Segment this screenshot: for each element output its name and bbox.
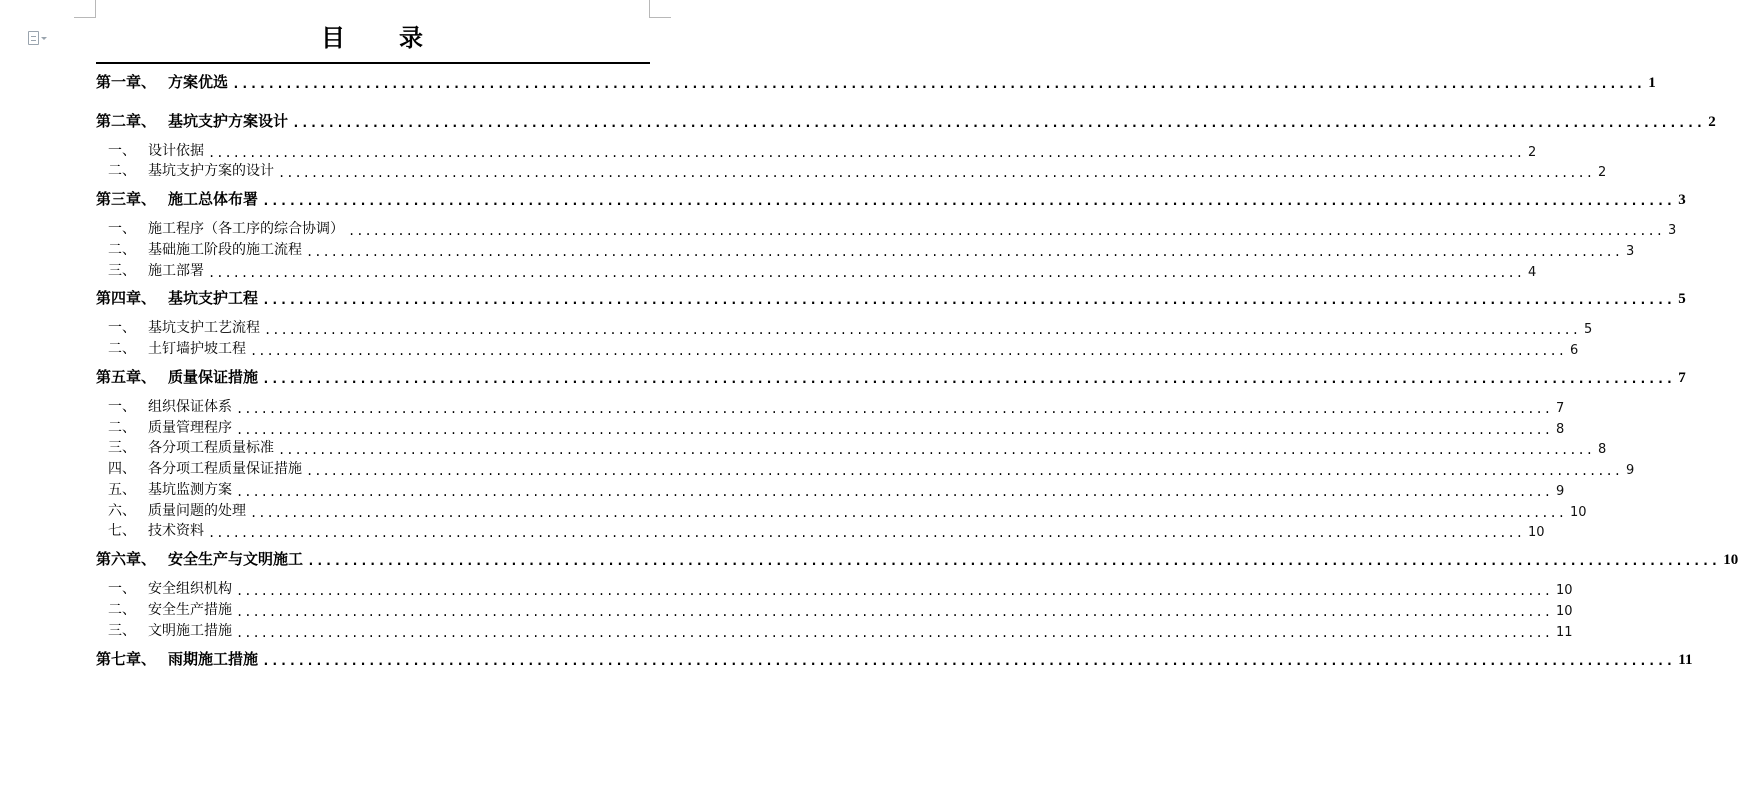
toc-page-number: 8: [1597, 442, 1607, 457]
toc-dot-leader: ................................................................................................................................................................: [262, 293, 1675, 308]
toc-entry-label: 雨期施工措施: [168, 650, 259, 668]
toc-entry-label: 施工部署: [148, 263, 204, 279]
toc-entry-number: 一、: [108, 581, 136, 597]
toc-entry-label: 安全组织机构: [148, 581, 232, 597]
toc-entry-number: 六、: [108, 503, 136, 519]
toc-dot-leader: ................................................................................................................................................................: [306, 464, 1622, 478]
toc-entry-label: 安全生产措施: [148, 602, 232, 618]
toc-entry-number: 五、: [108, 482, 136, 498]
toc-page-number: 11: [1678, 652, 1693, 668]
toc-entry-number: 第三章、: [96, 190, 157, 208]
toc-dot-leader: ................................................................................................................................................................: [208, 526, 1524, 540]
toc-entry-number: 第七章、: [96, 650, 157, 668]
toc-entry-label: 质量管理程序: [148, 420, 232, 436]
caret-down-icon: [41, 37, 47, 40]
toc-section-entry[interactable]: [96, 396, 1565, 416]
toc-entry-label: 各分项工程质量保证措施: [148, 461, 302, 477]
toc-chapter-entry[interactable]: [96, 288, 1686, 308]
page-icon: [28, 31, 39, 45]
toc-entry-label: 质量问题的处理: [148, 503, 246, 519]
toc-page-number: 10: [1723, 552, 1738, 568]
toc-dot-leader: ................................................................................................................................................................: [278, 443, 1594, 457]
toc-page-number: 10: [1569, 505, 1587, 520]
toc-entry-number: 一、: [108, 221, 136, 237]
toc-page-number: 7: [1555, 401, 1565, 416]
toc-entry-number: 一、: [108, 399, 136, 415]
toc-section-entry[interactable]: [96, 500, 1587, 520]
toc-section-entry[interactable]: [96, 520, 1545, 540]
toc-chapter-entry[interactable]: [96, 72, 1656, 92]
toc-section-entry[interactable]: [96, 338, 1579, 358]
toc-page-number: 5: [1678, 291, 1686, 307]
toc-section-entry[interactable]: [96, 437, 1607, 457]
toc-page-number: 2: [1597, 165, 1607, 180]
toc-section-entry[interactable]: [96, 599, 1573, 619]
toc-section-entry[interactable]: [96, 140, 1537, 160]
toc-entry-number: 第二章、: [96, 112, 157, 130]
toc-chapter-entry[interactable]: [96, 189, 1686, 209]
toc-entry-number: 一、: [108, 143, 136, 159]
toc-entry-label: 技术资料: [148, 523, 204, 539]
toc-dot-leader: ................................................................................................................................................................: [236, 485, 1552, 499]
toc-dot-leader: ................................................................................................................................................................: [307, 554, 1720, 569]
toc-entry-label: 土钉墙护坡工程: [148, 341, 246, 357]
toc-dot-leader: ................................................................................................................................................................: [250, 344, 1566, 358]
toc-section-entry[interactable]: [96, 479, 1565, 499]
toc-entry-number: 二、: [108, 602, 136, 618]
toc-section-entry[interactable]: [96, 260, 1537, 280]
toc-dot-leader: ................................................................................................................................................................: [208, 266, 1524, 280]
toc-section-entry[interactable]: [96, 620, 1573, 640]
toc-page-number: 2: [1527, 145, 1537, 160]
toc-page-number: 5: [1583, 322, 1593, 337]
toc-entry-label: 组织保证体系: [148, 399, 232, 415]
toc-page-number: 9: [1555, 484, 1565, 499]
toc-dot-leader: ................................................................................................................................................................: [208, 146, 1524, 160]
toc-section-entry[interactable]: [96, 239, 1635, 259]
toc-dot-leader: ................................................................................................................................................................: [278, 166, 1594, 180]
toc-chapter-entry[interactable]: [96, 111, 1716, 131]
toc-page-number: 4: [1527, 265, 1537, 280]
crop-mark-top-right: [649, 0, 671, 18]
toc-entry-number: 第四章、: [96, 289, 157, 307]
toc-dot-leader: ................................................................................................................................................................: [236, 605, 1552, 619]
title-underline: [96, 62, 650, 64]
toc-dot-leader: ................................................................................................................................................................: [262, 194, 1675, 209]
toc-dot-leader: ................................................................................................................................................................: [250, 506, 1566, 520]
toc-entry-label: 基坑支护方案设计: [168, 112, 289, 130]
toc-dot-leader: ................................................................................................................................................................: [236, 423, 1552, 437]
toc-entry-number: 第一章、: [96, 73, 157, 91]
toc-dot-leader: ................................................................................................................................................................: [236, 584, 1552, 598]
toc-dot-leader: ................................................................................................................................................................: [232, 77, 1645, 92]
toc-entry-label: 基坑监测方案: [148, 482, 232, 498]
toc-page-number: 9: [1625, 463, 1635, 478]
toc-entry-number: 第五章、: [96, 368, 157, 386]
toc-dot-leader: ................................................................................................................................................................: [292, 116, 1705, 131]
toc-entry-label: 各分项工程质量标准: [148, 440, 274, 456]
toc-entry-label: 基坑支护方案的设计: [148, 163, 274, 179]
toc-dot-leader: ................................................................................................................................................................: [262, 372, 1675, 387]
toc-page-number: 3: [1678, 192, 1686, 208]
crop-mark-top-left: [74, 0, 96, 18]
toc-page-number: 10: [1527, 525, 1545, 540]
toc-section-entry[interactable]: [96, 578, 1573, 598]
toc-entry-number: 二、: [108, 163, 136, 179]
toc-page-number: 1: [1648, 75, 1656, 91]
toc-dot-leader: ................................................................................................................................................................: [348, 224, 1664, 238]
toc-section-entry[interactable]: [96, 317, 1593, 337]
toc-entry-number: 七、: [108, 523, 136, 539]
toc-entry-label: 基础施工阶段的施工流程: [148, 242, 302, 258]
toc-dot-leader: ................................................................................................................................................................: [306, 245, 1622, 259]
toc-section-entry[interactable]: [96, 160, 1607, 180]
toc-entry-label: 基坑支护工程: [168, 289, 259, 307]
document-icon[interactable]: [28, 30, 54, 46]
toc-entry-label: 基坑支护工艺流程: [148, 320, 260, 336]
toc-entry-number: 三、: [108, 440, 136, 456]
toc-dot-leader: ................................................................................................................................................................: [264, 323, 1580, 337]
toc-page-number: 6: [1569, 343, 1579, 358]
toc-entry-label: 安全生产与文明施工: [168, 550, 304, 568]
toc-chapter-entry[interactable]: [96, 549, 1738, 569]
toc-entry-label: 文明施工措施: [148, 623, 232, 639]
toc-page-number: 7: [1678, 370, 1686, 386]
toc-entry-number: 三、: [108, 263, 136, 279]
toc-entry-number: 二、: [108, 341, 136, 357]
toc-title: 目 录: [321, 23, 425, 52]
toc-entry-number: 四、: [108, 461, 136, 477]
toc-page-number: 3: [1625, 244, 1635, 259]
toc-dot-leader: ................................................................................................................................................................: [236, 626, 1552, 640]
toc-chapter-entry[interactable]: [96, 367, 1686, 387]
toc-entry-number: 二、: [108, 242, 136, 258]
toc-dot-leader: ................................................................................................................................................................: [236, 402, 1552, 416]
toc-entry-label: 方案优选: [168, 73, 229, 91]
toc-entry-number: 二、: [108, 420, 136, 436]
toc-dot-leader: ................................................................................................................................................................: [262, 654, 1675, 669]
toc-entry-label: 设计依据: [148, 143, 204, 159]
toc-entry-label: 施工总体布署: [168, 190, 259, 208]
toc-section-entry[interactable]: [96, 218, 1677, 238]
toc-page-number: 11: [1555, 625, 1573, 640]
toc-section-entry[interactable]: [96, 417, 1565, 437]
toc-entry-number: 一、: [108, 320, 136, 336]
toc-page-number: 10: [1555, 604, 1573, 619]
toc-entry-label: 质量保证措施: [168, 368, 259, 386]
toc-page-number: 10: [1555, 583, 1573, 598]
toc-entry-label: 施工程序（各工序的综合协调）: [148, 221, 344, 237]
toc-page-number: 3: [1667, 223, 1677, 238]
toc-entry-number: 第六章、: [96, 550, 157, 568]
toc-page-number: 2: [1708, 114, 1716, 130]
toc-entry-number: 三、: [108, 623, 136, 639]
toc-chapter-entry[interactable]: [96, 649, 1693, 669]
toc-section-entry[interactable]: [96, 458, 1635, 478]
toc-page-number: 8: [1555, 422, 1565, 437]
